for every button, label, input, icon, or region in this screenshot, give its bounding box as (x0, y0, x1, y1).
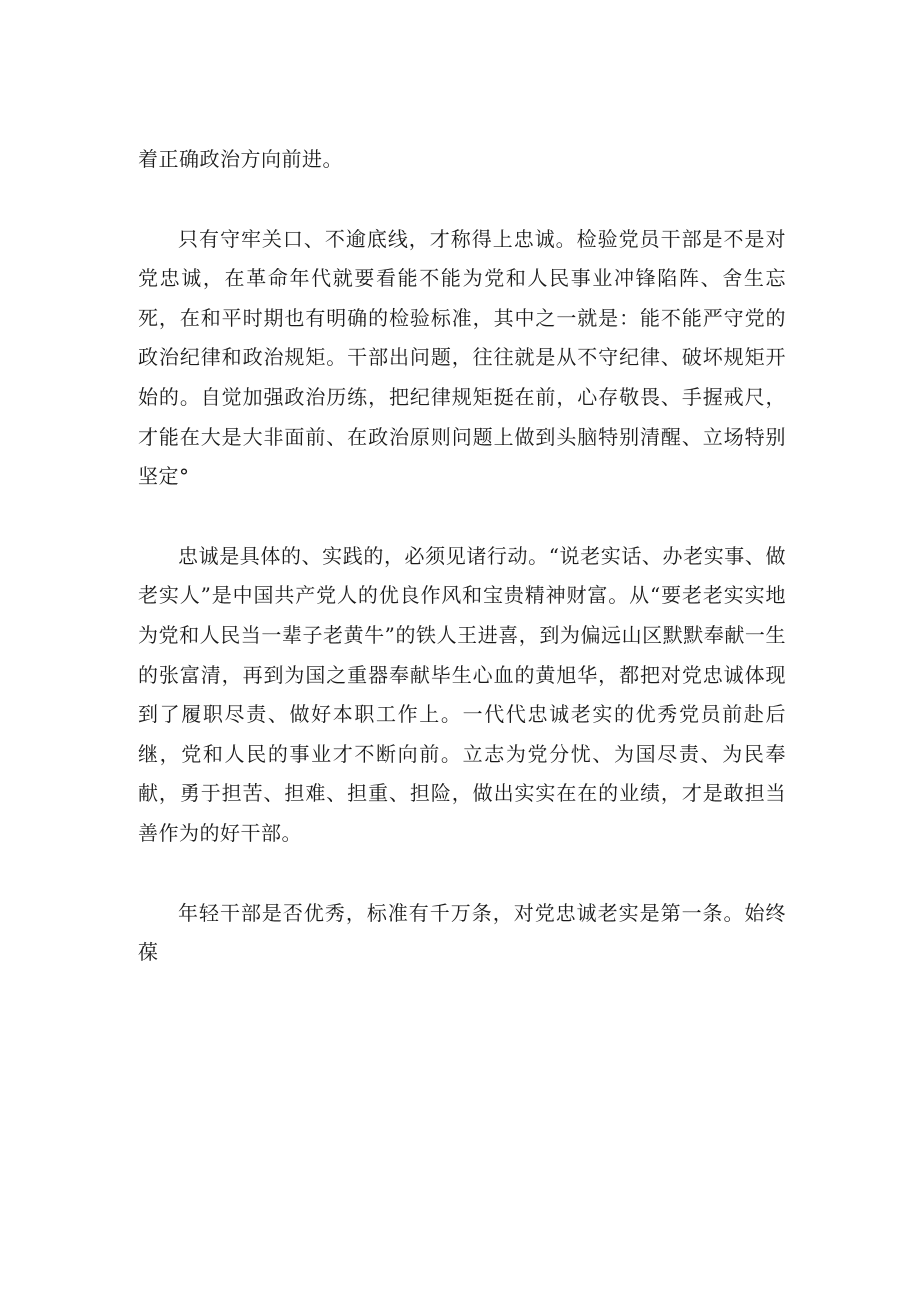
document-body (138, 140, 786, 1013)
paragraph-young-cadres: 年轻干部是否优秀，标准有千万条，对党忠诚老实是第一条。始终葆 (138, 900, 786, 965)
paragraph-loyalty-practice: 忠诚是具体的、实践的，必须见诸行动。“说老实话、办老实事、做老实人”是中国共产党人的优良作风和宝贵精神财富。从“要老老实实地为党和人民当一辈子老黄牛”的铁人王进喜，到为偏远山区默默奉献一生的张富清，再到为国之重器奉献毕生心血的黄旭华，都把对党忠诚体现到了履职尽责、做好本职工作上。一代代忠诚老实的优秀党员前赴后继，党和人民的事业才不断向前。立志为党分忧、为国尽责、为民奉献，勇于担苦、担难、担重、担险，做出实实在在的业绩，才是敢担当善作为的好干部。 (138, 543, 786, 845)
paragraph-loyalty-discipline: 只有守牢关口、不逾底线，才称得上忠诚。检验党员干部是不是对党忠诚，在革命年代就要看能不能为党和人民事业冲锋陷阵、舍生忘死，在和平时期也有明确的检验标准，其中之一就是：能不能严守党的政治纪律和政治规矩。干部出问题，往往就是从不守纪律、破坏规矩开始的。自觉加强政治历练，把纪律规矩挺在前，心存敬畏、手握戒尺，才能在大是大非面前、在政治原则问题上做到头脑特别清醒、立场特别坚定° (138, 226, 786, 489)
paragraph-continuation: 着正确政治方向前进。 (138, 147, 343, 171)
